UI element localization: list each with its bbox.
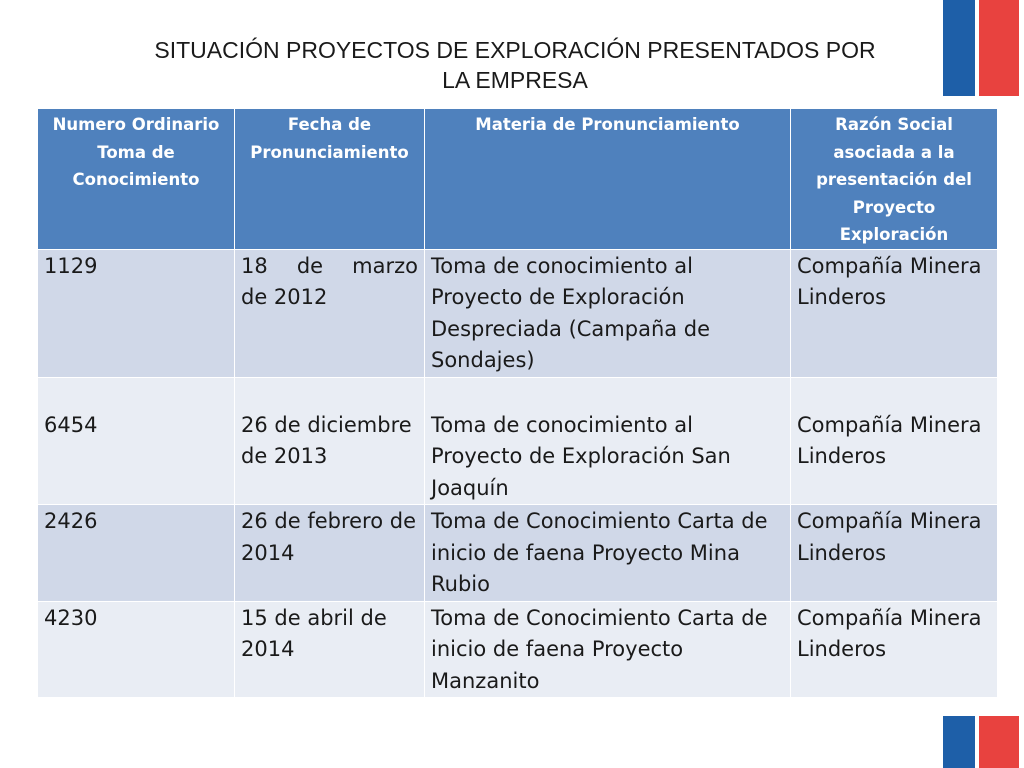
cell-materia <box>425 377 791 505</box>
projects-table <box>37 108 998 698</box>
cell-razon-social <box>791 377 998 505</box>
cell-fecha-line: 18 de marzo <box>241 253 418 278</box>
cell-fecha-line: de 2012 <box>241 285 328 309</box>
table-header-row <box>38 109 998 250</box>
cell-materia: Toma de conocimiento al Proyecto de Exploración Despreciada (Campaña de Sondajes) <box>425 249 791 377</box>
cell-fecha <box>235 249 425 377</box>
cell-numero-text: 6454 <box>44 412 98 437</box>
cell-razon-social: Compañía Minera Linderos <box>791 601 998 698</box>
cell-numero: 2426 <box>38 505 235 602</box>
cell-fecha <box>235 377 425 505</box>
cell-fecha: 26 de febrero de 2014 <box>235 505 425 602</box>
cell-fecha-text: 26 de diciembre de 2013 <box>241 412 412 468</box>
header-razon-social: Razón Social asociada a la presentación del Proyecto Exploración <box>791 109 998 250</box>
table-row <box>38 377 998 505</box>
flag-decoration-bottom <box>943 716 1019 768</box>
table-row <box>38 601 998 698</box>
cell-numero <box>38 377 235 505</box>
flag-decoration-top <box>943 0 1019 96</box>
title-line-2: LA EMPRESA <box>442 67 588 93</box>
cell-razon-text: Compañía Minera Linderos <box>797 412 982 468</box>
table-row <box>38 249 998 377</box>
cell-razon-social: Compañía Minera Linderos <box>791 249 998 377</box>
cell-numero: 4230 <box>38 601 235 698</box>
cell-materia-text: Toma de conocimiento al Proyecto de Exploración San Joaquín <box>431 412 731 500</box>
title-line-1: SITUACIÓN PROYECTOS DE EXPLORACIÓN PRESENTADOS POR <box>154 37 876 63</box>
page-title <box>100 35 930 95</box>
cell-fecha: 15 de abril de 2014 <box>235 601 425 698</box>
cell-numero: 1129 <box>38 249 235 377</box>
cell-materia: Toma de Conocimiento Carta de inicio de faena Proyecto Mina Rubio <box>425 505 791 602</box>
header-numero: Numero Ordinario Toma de Conocimiento <box>38 109 235 250</box>
header-materia: Materia de Pronunciamiento <box>425 109 791 250</box>
table-row <box>38 505 998 602</box>
cell-razon-social: Compañía Minera Linderos <box>791 505 998 602</box>
cell-materia: Toma de Conocimiento Carta de inicio de faena Proyecto Manzanito <box>425 601 791 698</box>
header-fecha: Fecha de Pronunciamiento <box>235 109 425 250</box>
